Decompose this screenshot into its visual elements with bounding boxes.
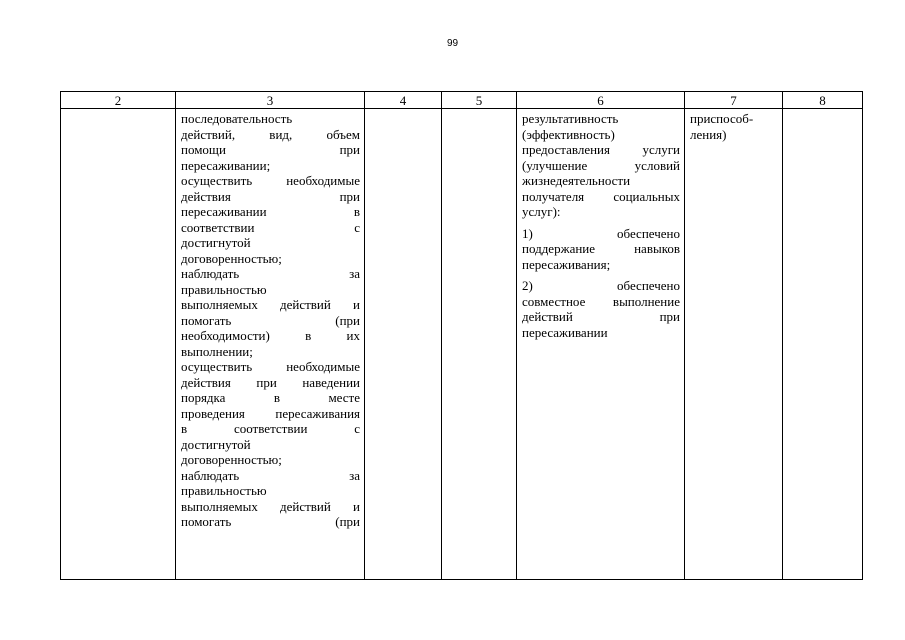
procedure-line: осуществить необходимые bbox=[181, 359, 360, 374]
result-line: поддержание навыков bbox=[522, 241, 680, 256]
note-line: приспособ- bbox=[690, 111, 754, 126]
procedure-line: помощи при bbox=[181, 142, 360, 157]
result-line: совместное выполнение bbox=[522, 293, 680, 309]
procedure-line: проведения пересаживания bbox=[181, 405, 360, 421]
procedure-line: осуществить необходимые bbox=[181, 173, 360, 188]
result-line: (эффективность) bbox=[522, 126, 615, 142]
header-row bbox=[61, 92, 863, 109]
result-line: 2) обеспечено bbox=[522, 278, 680, 293]
result-line: результативность bbox=[522, 111, 619, 126]
result-line: предоставления услуги bbox=[522, 142, 680, 157]
cell-col-5 bbox=[442, 109, 517, 580]
procedure-line: правильностью bbox=[181, 483, 267, 498]
procedure-line: пересаживании; bbox=[181, 157, 271, 173]
cell-col-8 bbox=[783, 109, 863, 580]
result-line: услуг): bbox=[522, 204, 561, 219]
procedure-line: договоренностью; bbox=[181, 452, 282, 467]
procedure-line: помогать (при bbox=[181, 514, 360, 529]
procedure-line: в соответствии с bbox=[181, 421, 360, 436]
cell-col-4 bbox=[365, 109, 442, 580]
procedure-line: выполнении; bbox=[181, 343, 253, 359]
header-col-4: 4 bbox=[365, 92, 442, 109]
header-col-2: 2 bbox=[61, 92, 176, 109]
criteria-table bbox=[60, 91, 863, 580]
procedure-line: наблюдать за bbox=[181, 266, 360, 281]
cell-col-3-procedure bbox=[176, 109, 365, 580]
cell-col-2 bbox=[61, 109, 176, 580]
procedure-line: необходимости) в их bbox=[181, 328, 360, 343]
procedure-line: помогать (при bbox=[181, 312, 360, 328]
procedure-line: правильностью bbox=[181, 281, 267, 297]
result-line: (улучшение условий bbox=[522, 157, 680, 173]
procedure-line: действия при bbox=[181, 188, 360, 204]
procedure-line: договоренностью; bbox=[181, 250, 282, 266]
procedure-line: действия при наведении bbox=[181, 374, 360, 390]
procedure-line: выполняемых действий и bbox=[181, 297, 360, 312]
cell-col-7 bbox=[685, 109, 783, 580]
procedure-line: пересаживании в bbox=[181, 204, 360, 219]
cell-col-6-results bbox=[517, 109, 685, 580]
header-col-8: 8 bbox=[783, 92, 863, 109]
header-col-7: 7 bbox=[685, 92, 783, 109]
procedure-line: выполняемых действий и bbox=[181, 498, 360, 514]
procedure-line: действий, вид, объем bbox=[181, 126, 360, 142]
procedure-line: наблюдать за bbox=[181, 467, 360, 483]
header-col-5: 5 bbox=[442, 92, 517, 109]
header-col-6: 6 bbox=[517, 92, 685, 109]
page-number: 99 bbox=[446, 38, 459, 49]
header-col-3: 3 bbox=[176, 92, 365, 109]
result-line: действий при bbox=[522, 309, 680, 324]
result-line: пересаживании bbox=[522, 324, 608, 340]
procedure-line: достигнутой bbox=[181, 235, 251, 250]
result-line: 1) обеспечено bbox=[522, 225, 680, 241]
table-row bbox=[61, 109, 863, 580]
result-line: получателя социальных bbox=[522, 188, 680, 204]
procedure-line: соответствии с bbox=[181, 219, 360, 235]
procedure-line: порядка в месте bbox=[181, 390, 360, 405]
note-line: ления) bbox=[690, 126, 727, 142]
result-line: пересаживания; bbox=[522, 256, 611, 272]
procedure-line: достигнутой bbox=[181, 436, 251, 452]
procedure-line: последовательность bbox=[181, 111, 293, 126]
result-line: жизнедеятельности bbox=[522, 173, 631, 188]
